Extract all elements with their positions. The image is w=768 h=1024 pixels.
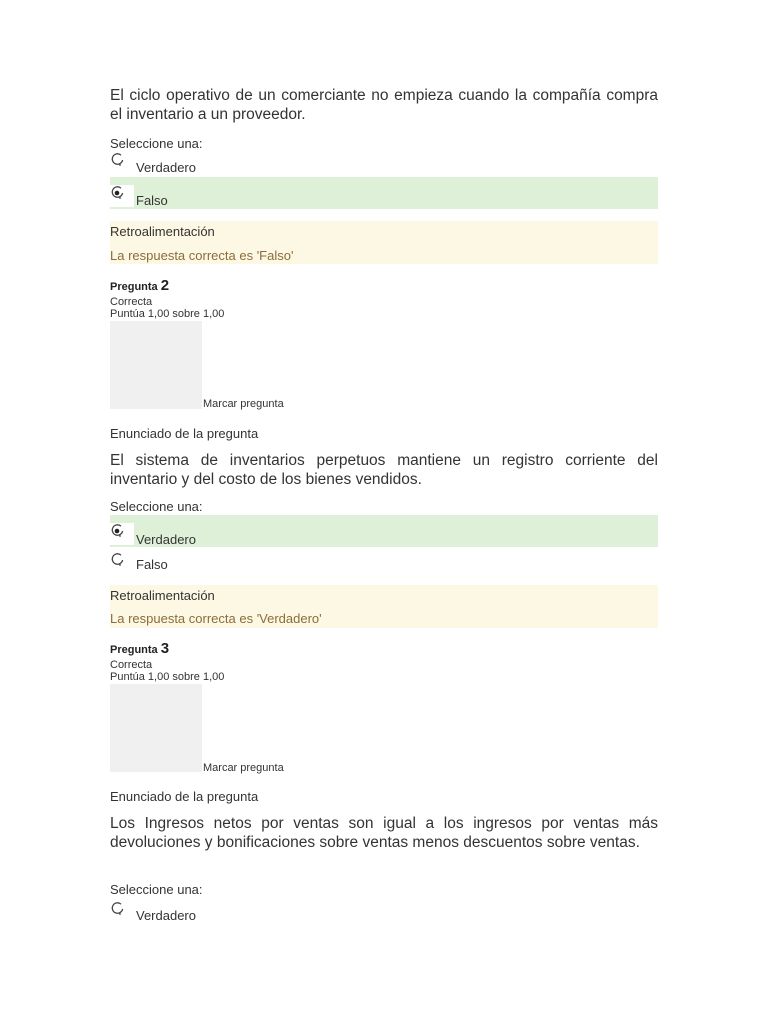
radio-checked-icon[interactable]	[110, 523, 134, 545]
radio-unchecked-icon[interactable]	[110, 552, 134, 574]
feedback-title: Retroalimentación	[110, 588, 215, 603]
option-label: Falso	[136, 193, 168, 208]
feedback-answer: La respuesta correcta es 'Falso'	[110, 248, 294, 263]
flag-question-link[interactable]: Marcar pregunta	[203, 762, 284, 774]
question-label: Pregunta	[110, 281, 158, 293]
question-3-number	[110, 640, 169, 657]
question-3-option-verdadero[interactable]	[110, 899, 658, 925]
question-2-option-verdadero[interactable]	[110, 515, 658, 547]
option-label: Verdadero	[136, 160, 196, 175]
flag-question-box[interactable]	[110, 684, 202, 772]
radio-checked-icon[interactable]	[110, 185, 134, 207]
radio-unchecked-icon[interactable]	[110, 152, 134, 174]
option-label: Verdadero	[136, 532, 196, 547]
question-3-grade: Puntúa 1,00 sobre 1,00	[110, 671, 225, 683]
question-3-state: Correcta	[110, 659, 153, 671]
question-3-prompt: Seleccione una:	[110, 882, 203, 897]
question-2-prompt: Seleccione una:	[110, 499, 203, 514]
question-1-option-falso[interactable]	[110, 177, 658, 209]
question-1-prompt: Seleccione una:	[110, 136, 203, 151]
flag-question-box[interactable]	[110, 321, 202, 409]
question-3-statement-heading: Enunciado de la pregunta	[110, 789, 259, 804]
question-3-text: Los Ingresos netos por ventas son igual a los ingresos por ventas más devoluciones y bonificaciones sobre ventas menos descuentos sobre ventas.	[110, 815, 658, 851]
option-label: Falso	[136, 557, 168, 572]
question-2-option-falso[interactable]	[110, 548, 658, 574]
option-label: Verdadero	[136, 908, 196, 923]
question-number: 3	[160, 640, 170, 657]
question-2-grade: Puntúa 1,00 sobre 1,00	[110, 308, 225, 320]
question-1-text: El ciclo operativo de un comerciante no empieza cuando la compañía compra el inventario a un proveedor.	[110, 87, 658, 123]
feedback-answer: La respuesta correcta es 'Verdadero'	[110, 611, 322, 626]
question-2-feedback	[110, 585, 658, 628]
question-2-number	[110, 277, 169, 294]
question-label: Pregunta	[110, 644, 158, 656]
question-1-feedback	[110, 221, 658, 264]
radio-unchecked-icon[interactable]	[110, 901, 134, 923]
question-2-text: El sistema de inventarios perpetuos mantiene un registro corriente del inventario y del costo de los bienes vendidos.	[110, 452, 658, 488]
question-1-option-verdadero[interactable]	[110, 152, 658, 178]
flag-question-link[interactable]: Marcar pregunta	[203, 398, 284, 410]
question-2-state: Correcta	[110, 296, 153, 308]
question-2-statement-heading: Enunciado de la pregunta	[110, 426, 259, 441]
question-number: 2	[160, 277, 170, 294]
feedback-title: Retroalimentación	[110, 224, 215, 239]
